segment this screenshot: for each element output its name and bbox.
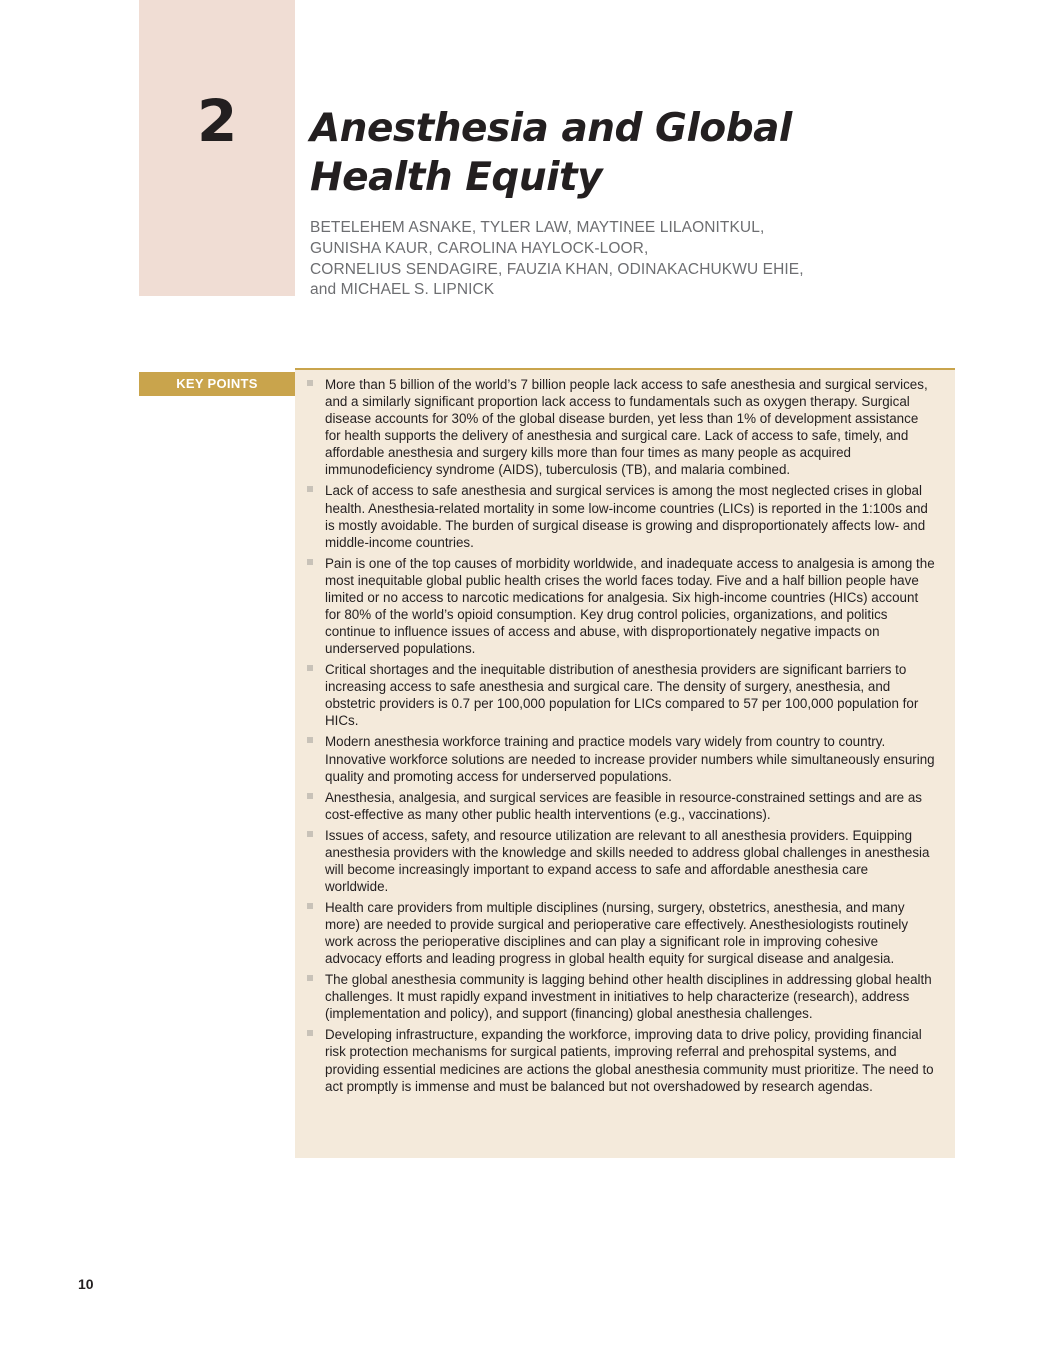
key-point-text: Anesthesia, analgesia, and surgical services are feasible in resource-constrained settings and are as cost-effective as many other public health interventions (e.g., vaccinations). [325,789,922,822]
key-point-text: Developing infrastructure, expanding the workforce, improving data to drive policy, providing financial risk protection mechanisms for surgical patients, improving referral and prehospital systems, and providing essential medicines are actions the global anesthesia community must prioritize. The need to act promptly is immense and must be balanced but not overshadowed by research agendas. [325,1027,934,1094]
chapter-title-line: Health Equity [310,155,603,200]
chapter-title-line: Anesthesia and Global [310,106,792,151]
key-point-item [305,1026,935,1094]
author-list [310,218,910,301]
key-point-text: Issues of access, safety, and resource utilization are relevant to all anesthesia providers. Equipping anesthesia providers with the knowledge and skills needed to address global challenges in anesthesia will become increasingly important to expand access to safe and affordable anesthesia care worldwide. [325,827,930,894]
square-bullet-icon [307,903,313,909]
key-point-item [305,555,935,658]
key-point-item [305,971,935,1022]
square-bullet-icon [307,831,313,837]
author-line: and MICHAEL S. LIPNICK [310,281,495,299]
square-bullet-icon [307,975,313,981]
key-point-text: More than 5 billion of the world’s 7 billion people lack access to safe anesthesia and surgical services, and a similarly significant proportion lack access to fundamentals such as oxygen therapy. Surgical disease accounts for 30% of the global disease burden, yet less than 1% of development assistance for health supports the delivery of anesthesia and surgical care. Lack of access to safe, timely, and affordable anesthesia and surgery kills more than four times as many people as acquired immunodeficiency syndrome (AIDS), tuberculosis (TB), and malaria combined. [325,377,928,478]
key-point-text: Pain is one of the top causes of morbidity worldwide, and inadequate access to analgesia is among the most inequitable global public health crises the world faces today. Five and a half billion people have limited or no access to narcotic medications for analgesia. Six high-income countries (HICs) account for 80% of the world’s opioid consumption. Key drug control policies, organizations, and politics continue to influence issues of access and abuse, with disproportionately negative impacts on underserved populations. [325,555,935,657]
key-point-item [305,733,935,784]
page-number: 10 [78,1276,94,1292]
author-line: BETELEHEM ASNAKE, TYLER LAW, MAYTINEE LILAONITKUL, [310,219,765,236]
key-point-text: Critical shortages and the inequitable distribution of anesthesia providers are significant barriers to increasing access to safe anesthesia and surgical care. The density of surgery, anesthesia, and obstetric providers is 0.7 per 100,000 population for LICs compared to 57 per 100,000 population for HICs. [325,662,919,729]
key-points-list [305,376,935,1099]
square-bullet-icon [307,559,313,565]
square-bullet-icon [307,380,313,386]
key-point-item [305,482,935,550]
author-line: GUNISHA KAUR, CAROLINA HAYLOCK-LOOR, [310,239,649,257]
chapter-title [310,104,910,202]
key-point-text: Health care providers from multiple disciplines (nursing, surgery, obstetrics, anesthesia, and many more) are needed to provide surgical and perioperative care effectively. Anesthesiologists routinely work across the perioperative disciplines and can play a significant role in improving cohesive advocacy efforts and leading progress in global health equity for surgical disease and analgesia. [325,899,909,967]
square-bullet-icon [307,665,313,671]
key-point-item [305,376,935,479]
key-point-text: Lack of access to safe anesthesia and surgical services is among the most neglected crises in global health. Anesthesia-related mortality in some low-income countries (LICs) is reported in the 1:100s and is mostly avoidable. The burden of surgical disease is growing and disproportionately affects low- and middle-income countries. [325,483,928,550]
key-point-item [305,789,935,823]
key-point-item [305,661,935,729]
author-line: CORNELIUS SENDAGIRE, FAUZIA KHAN, ODINAKACHUKWU EHIE, [310,260,804,278]
square-bullet-icon [307,737,313,743]
key-points-label: KEY POINTS [139,372,295,396]
square-bullet-icon [307,486,313,492]
square-bullet-icon [307,1030,313,1036]
key-point-text: Modern anesthesia workforce training and practice models vary widely from country to country. Innovative workforce solutions are needed to increase provider numbers while simultaneously ensuring quality and promoting access for underserved populations. [325,734,935,784]
key-point-item [305,827,935,895]
chapter-number: 2 [197,87,238,155]
key-point-item [305,899,935,967]
key-point-text: The global anesthesia community is lagging behind other health disciplines in addressing global health challenges. It must rapidly expand investment in initiatives to help characterize (research), address (implementation and policy), and support (financing) global anesthesia challenges. [325,972,932,1022]
square-bullet-icon [307,793,313,799]
